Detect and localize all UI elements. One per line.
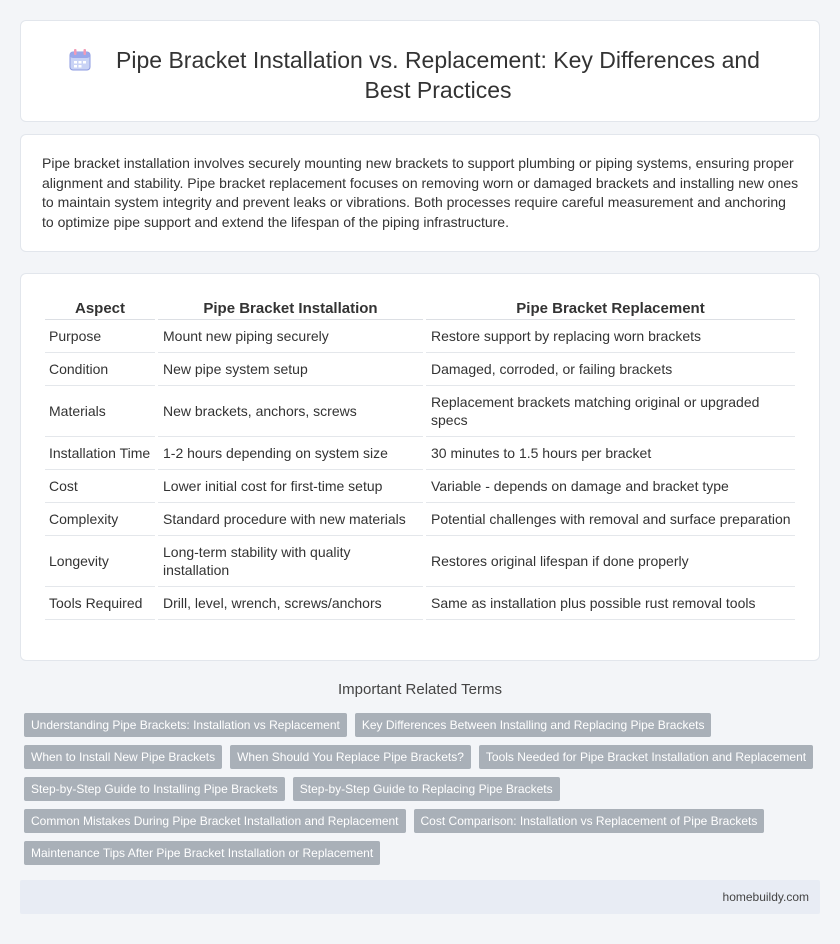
column-header-aspect: Aspect	[45, 294, 155, 320]
related-terms-list	[24, 713, 824, 865]
table-cell: Tools Required	[45, 587, 155, 620]
table-cell: 30 minutes to 1.5 hours per bracket	[426, 437, 795, 470]
table-row	[45, 320, 795, 353]
table-cell: Condition	[45, 353, 155, 386]
related-term-link[interactable]: Common Mistakes During Pipe Bracket Installation and Replacement	[24, 809, 406, 833]
table-row	[45, 386, 795, 437]
table-cell: Drill, level, wrench, screws/anchors	[158, 587, 423, 620]
table-cell: Materials	[45, 386, 155, 437]
footer-site-link[interactable]: homebuildy.com	[722, 890, 809, 904]
table-cell: Replacement brackets matching original or upgraded specs	[426, 386, 795, 437]
page-title: Pipe Bracket Installation vs. Replacement: Key Differences and Best Practices	[116, 47, 760, 103]
related-term-link[interactable]: Understanding Pipe Brackets: Installation vs Replacement	[24, 713, 347, 737]
related-term-link[interactable]: Key Differences Between Installing and Replacing Pipe Brackets	[355, 713, 712, 737]
table-cell: Installation Time	[45, 437, 155, 470]
intro-paragraph: Pipe bracket installation involves securely mounting new brackets to support plumbing or piping systems, ensuring proper alignment and stability. Pipe bracket replacement focuses on removing worn or damaged brackets and installing new ones to maintain system integrity and prevent leaks or vibrations. Both processes require careful measurement and anchoring to optimize pipe support and extend the lifespan of the piping infrastructure.	[42, 155, 799, 230]
table-row	[45, 470, 795, 503]
table-cell: Lower initial cost for first-time setup	[158, 470, 423, 503]
related-term-link[interactable]: Maintenance Tips After Pipe Bracket Installation or Replacement	[24, 841, 380, 865]
comparison-table	[42, 294, 798, 620]
table-row	[45, 536, 795, 587]
table-cell: Cost	[45, 470, 155, 503]
intro-card	[20, 134, 820, 252]
table-cell: Longevity	[45, 536, 155, 587]
comparison-table-card	[20, 273, 820, 661]
table-row	[45, 353, 795, 386]
table-cell: Restore support by replacing worn brackets	[426, 320, 795, 353]
table-cell: Variable - depends on damage and bracket type	[426, 470, 795, 503]
title-card	[20, 20, 820, 122]
table-cell: Potential challenges with removal and surface preparation	[426, 503, 795, 536]
table-cell: Restores original lifespan if done properly	[426, 536, 795, 587]
related-term-link[interactable]: Step-by-Step Guide to Installing Pipe Brackets	[24, 777, 285, 801]
related-term-link[interactable]: Step-by-Step Guide to Replacing Pipe Brackets	[293, 777, 560, 801]
column-header-installation: Pipe Bracket Installation	[158, 294, 423, 320]
table-cell: Same as installation plus possible rust removal tools	[426, 587, 795, 620]
table-header-row	[45, 294, 795, 320]
footer	[20, 880, 820, 914]
table-cell: New brackets, anchors, screws	[158, 386, 423, 437]
related-terms-heading: Important Related Terms	[338, 681, 502, 698]
column-header-replacement: Pipe Bracket Replacement	[426, 294, 795, 320]
table-row	[45, 503, 795, 536]
table-cell: Standard procedure with new materials	[158, 503, 423, 536]
related-term-link[interactable]: Cost Comparison: Installation vs Replacement of Pipe Brackets	[414, 809, 765, 833]
related-term-link[interactable]: When to Install New Pipe Brackets	[24, 745, 222, 769]
table-cell: Damaged, corroded, or failing brackets	[426, 353, 795, 386]
related-term-link[interactable]: Tools Needed for Pipe Bracket Installation and Replacement	[479, 745, 813, 769]
table-cell: Complexity	[45, 503, 155, 536]
table-cell: 1-2 hours depending on system size	[158, 437, 423, 470]
table-row	[45, 587, 795, 620]
related-term-link[interactable]: When Should You Replace Pipe Brackets?	[230, 745, 471, 769]
table-cell: Mount new piping securely	[158, 320, 423, 353]
table-cell: Long-term stability with quality installation	[158, 536, 423, 587]
table-cell: Purpose	[45, 320, 155, 353]
table-row	[45, 437, 795, 470]
table-cell: New pipe system setup	[158, 353, 423, 386]
